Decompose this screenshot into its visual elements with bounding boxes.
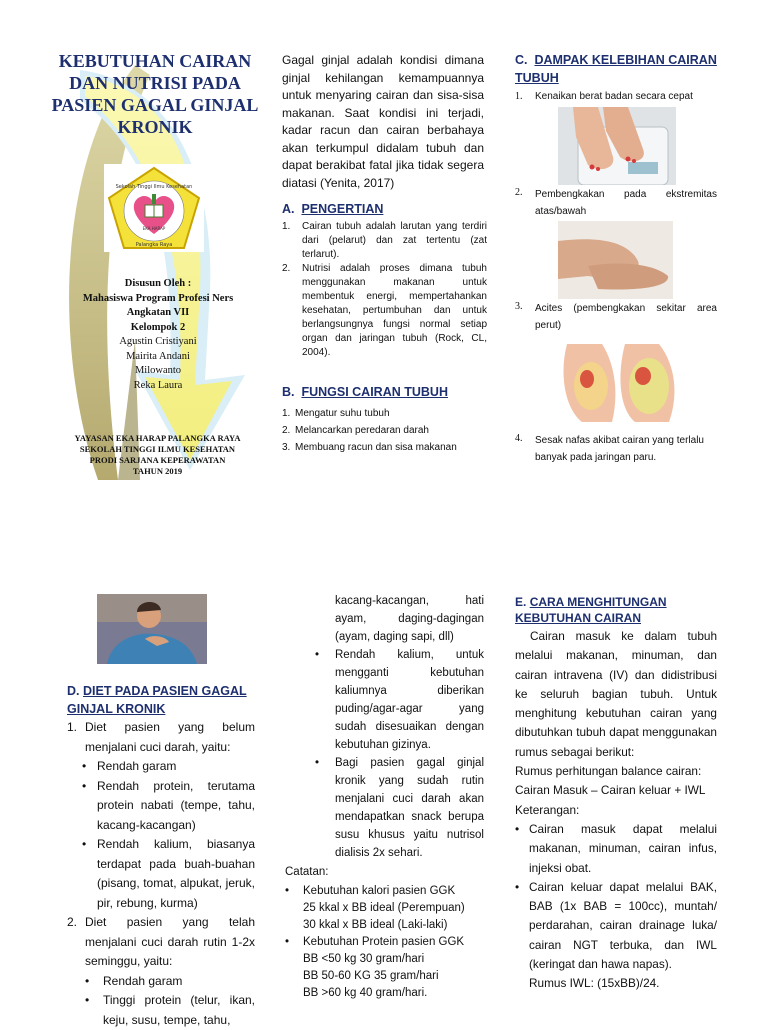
section-c-item-2: [515, 186, 717, 220]
institution-block: [50, 433, 265, 477]
bullet-icon: •: [515, 821, 520, 836]
section-c-item-3: [515, 300, 717, 334]
iwl-formula: Rumus IWL: (15xBB)/24.: [529, 976, 660, 991]
list-text: Membuang racun dan sisa makanan: [295, 442, 457, 453]
member-name: Milowanto: [134, 365, 182, 376]
list-text: Pembengkakan pada ekstremitas atas/bawah: [535, 189, 717, 217]
section-e-body: [515, 627, 717, 994]
kelompok-label: Kelompok 2: [130, 321, 186, 333]
section-title: CARA MENGHITUNGAN KEBUTUHAN CAIRAN: [515, 595, 667, 625]
section-b: [282, 385, 487, 456]
bullet-item: [67, 777, 255, 836]
institution-line: SEKOLAH TINGGI ILMU KESEHATAN: [79, 444, 236, 454]
note-line: 30 kkal x BB ideal (Laki-laki): [303, 919, 448, 931]
section-d-col1: [67, 718, 255, 1030]
program-label: Mahasiswa Program Profesi Ners: [82, 292, 234, 304]
intro-paragraph: Gagal ginjal adalah kondisi dimana ginjal kehilangan kemampuannya untuk menyaring cairan dan sisa-sisa makanan. Saat kondisi ini terjadi, kadar racun dan cairan berbahaya akan terkumpul didalam tubuh dan dapat berakibat fatal jika tidak segera diatasi (Yenita, 2017): [282, 53, 484, 190]
list-number: 3.: [515, 301, 523, 312]
logo-text-top: Sekolah Tinggi Ilmu Kesehatan: [115, 184, 193, 190]
section-letter: A.: [282, 202, 295, 216]
bullet-text: Rendah kalium, untuk mengganti kebutuhan kaliumnya diberikan puding/agar-agar yang sudah disesuaikan dengan kebutuhan gizinya.: [335, 649, 484, 751]
list-item: [282, 262, 487, 360]
bullet-item: [67, 835, 255, 913]
member-name: Reka Laura: [133, 379, 183, 391]
scale-feet-image: [558, 107, 676, 185]
logo-text-bottom: Palangka Raya: [135, 242, 173, 248]
section-b-heading: [282, 385, 487, 399]
bullet-item: [515, 878, 717, 974]
list-text: Acites (pembengkakan sekitar area perut): [535, 303, 717, 331]
list-number: 1.: [515, 91, 523, 102]
authors-block: [58, 277, 258, 393]
school-logo: [104, 164, 204, 252]
section-c-item-4: [515, 432, 718, 466]
list-text: Nutrisi adalah proses dimana tubuh menggunakan makanan untuk membentuk energi, mempertahankan kesehatan, pertumbuhan dan untuk berlangsungnya fungsi normal setiap organ dan jaringan tubuh (Rock, CL, 2004).: [302, 263, 487, 358]
list-text: Mengatur suhu tubuh: [295, 408, 390, 419]
section-e-paragraph: Cairan masuk ke dalam tubuh melalui makanan, minuman, dan cairan intravena (IV) dan didistribusi ke seluruh bagian tubuh. Untuk menghitung kebutuhan cairan yang dibutuhkan tubuh dapat menggunakan rumus sebagai berikut:: [515, 629, 717, 759]
list-number: 2.: [515, 187, 523, 198]
section-c-item-1: [515, 90, 720, 104]
list-text: Melancarkan peredaran darah: [295, 425, 429, 436]
section-title: DIET PADA PASIEN GAGAL GINJAL KRONIK: [67, 684, 247, 716]
list-item: [282, 439, 487, 456]
bullet-icon: •: [82, 837, 87, 851]
section-letter: D.: [67, 684, 80, 698]
catatan-label: Catatan:: [285, 866, 329, 878]
section-d-heading: [67, 682, 255, 718]
catatan-block: [285, 864, 485, 1002]
section-c-heading: [515, 51, 720, 87]
bullet-icon: •: [285, 885, 290, 897]
swollen-feet-image: [558, 221, 673, 299]
list-text: Diet pasien yang telah menjalani cuci darah rutin 1-2x seminggu, yaitu:: [85, 915, 255, 968]
diet-item-2: [67, 913, 255, 972]
bullet-icon: •: [315, 649, 320, 661]
note-line: Kebutuhan Protein pasien GGK: [303, 936, 465, 948]
list-text: Cairan tubuh adalah larutan yang terdiri dari (pelarut) dan zat tertentu (zat terlarut).: [302, 221, 487, 260]
note-line: Kebutuhan kalori pasien GGK: [303, 885, 456, 897]
ascites-image: [557, 334, 680, 424]
angkatan-label: Angkatan VII: [126, 307, 190, 318]
list-text: Kenaikan berat badan secara cepat: [535, 91, 693, 102]
logo-text-mid: EKA HARAP: [142, 226, 166, 231]
bullet-icon: •: [82, 759, 87, 773]
list-text: Sesak nafas akibat cairan yang terlalu banyak pada jaringan paru.: [535, 435, 704, 463]
member-name: Agustin Cristiyani: [119, 336, 197, 347]
institution-line: PRODI SARJANA KEPERAWATAN: [89, 455, 226, 465]
bullet-text: Rendah protein, terutama protein nabati (tempe, tahu, kacang-kacangan): [97, 778, 255, 832]
bullet-text: Cairan masuk dapat melalui makanan, minuman, cairan infus, injeksi obat.: [529, 821, 717, 875]
institution-line: YAYASAN EKA HARAP PALANGKA RAYA: [74, 433, 241, 443]
bullet-icon: •: [82, 778, 87, 793]
list-item: [282, 422, 487, 439]
list-item: [282, 405, 487, 422]
bullet-text: Tinggi protein (telur, ikan, keju, susu, tempe, tahu,: [103, 993, 255, 1027]
list-number: 2.: [282, 263, 291, 274]
bullet-item: [67, 991, 255, 1030]
section-letter: E.: [515, 595, 527, 609]
bullet-icon: •: [515, 879, 520, 894]
bullet-icon: •: [285, 936, 290, 948]
bullet-text: Cairan keluar dapat melalui BAK, BAB (1x BAB = 100cc), muntah/ perdarahan, cairan drainage luka/ cairan NGT terbuka, dan IWL (keringat dan hawa napas).: [529, 879, 717, 972]
list-number: 1.: [67, 720, 78, 734]
list-text: Diet pasien yang belum menjalani cuci darah, yaitu:: [85, 720, 255, 754]
note-line: BB 50-60 KG 35 gram/hari: [303, 970, 439, 982]
bullet-item: [67, 972, 255, 992]
member-name: Mairita Andani: [126, 350, 190, 362]
bullet-item: [312, 646, 484, 754]
list-number: 1.: [282, 221, 291, 232]
section-letter: C.: [515, 53, 528, 67]
bullet-item: [67, 757, 255, 777]
keterangan-label: Keterangan:: [515, 802, 580, 817]
section-letter: B.: [282, 385, 295, 399]
bullet-icon: •: [315, 757, 320, 769]
list-item: [282, 220, 487, 262]
bullet-item: [515, 820, 717, 878]
list-number: 1.: [282, 408, 291, 419]
bullet-text: Rendah garam: [103, 973, 183, 988]
continued-text: kacang-kacangan, hati ayam, daging-dagingan (ayam, daging sapi, dll): [335, 595, 484, 643]
section-b-list: [282, 405, 487, 456]
bullet-text: Rendah garam: [97, 759, 177, 773]
note-line: BB <50 kg 30 gram/hari: [303, 953, 425, 965]
chest-pain-man-image: [97, 594, 207, 664]
rumus-label: Rumus perhitungan balance cairan:: [515, 764, 702, 779]
note-item: [285, 934, 485, 1002]
diet-item-1: [67, 718, 255, 757]
list-number: 4.: [515, 433, 523, 444]
list-number: 2.: [67, 915, 78, 929]
list-number: 2.: [282, 425, 291, 436]
bullet-icon: •: [85, 973, 90, 988]
disusun-label: Disusun Oleh :: [124, 278, 192, 289]
note-item: [285, 883, 485, 934]
note-line: 25 kkal x BB ideal (Perempuan): [303, 902, 465, 914]
section-d-col2: [312, 592, 484, 862]
rumus-formula: Cairan Masuk – Cairan keluar + IWL: [515, 783, 706, 798]
bullet-item: [312, 754, 484, 862]
bullet-text: Bagi pasien gagal ginjal kronik yang sudah rutin menjalani cuci darah akan mendapatkan snack berupa susu khusus yaitu nutrisol dialisis 2x sehari.: [335, 757, 484, 859]
section-e-heading: [515, 594, 717, 626]
section-a-list: [282, 220, 487, 360]
bullet-icon: •: [85, 993, 90, 1007]
institution-year: TAHUN 2019: [132, 466, 183, 476]
section-a-heading: [282, 202, 487, 216]
section-a: [282, 202, 487, 360]
cover-title: KEBUTUHAN CAIRAN DAN NUTRISI PADA PASIEN GAGAL GINJAL KRONIK: [51, 51, 259, 137]
list-number: 3.: [282, 442, 291, 453]
section-title: DAMPAK KELEBIHAN CAIRAN TUBUH: [515, 53, 717, 85]
section-title: PENGERTIAN: [301, 202, 384, 216]
section-title: FUNGSI CAIRAN TUBUH: [301, 385, 448, 399]
note-line: BB >60 kg 40 gram/hari.: [303, 987, 428, 999]
bullet-text: Rendah kalium, biasanya terdapat pada buah-buahan (pisang, tomat, alpukat, jeruk, pir, rebung, kurma): [97, 837, 255, 910]
